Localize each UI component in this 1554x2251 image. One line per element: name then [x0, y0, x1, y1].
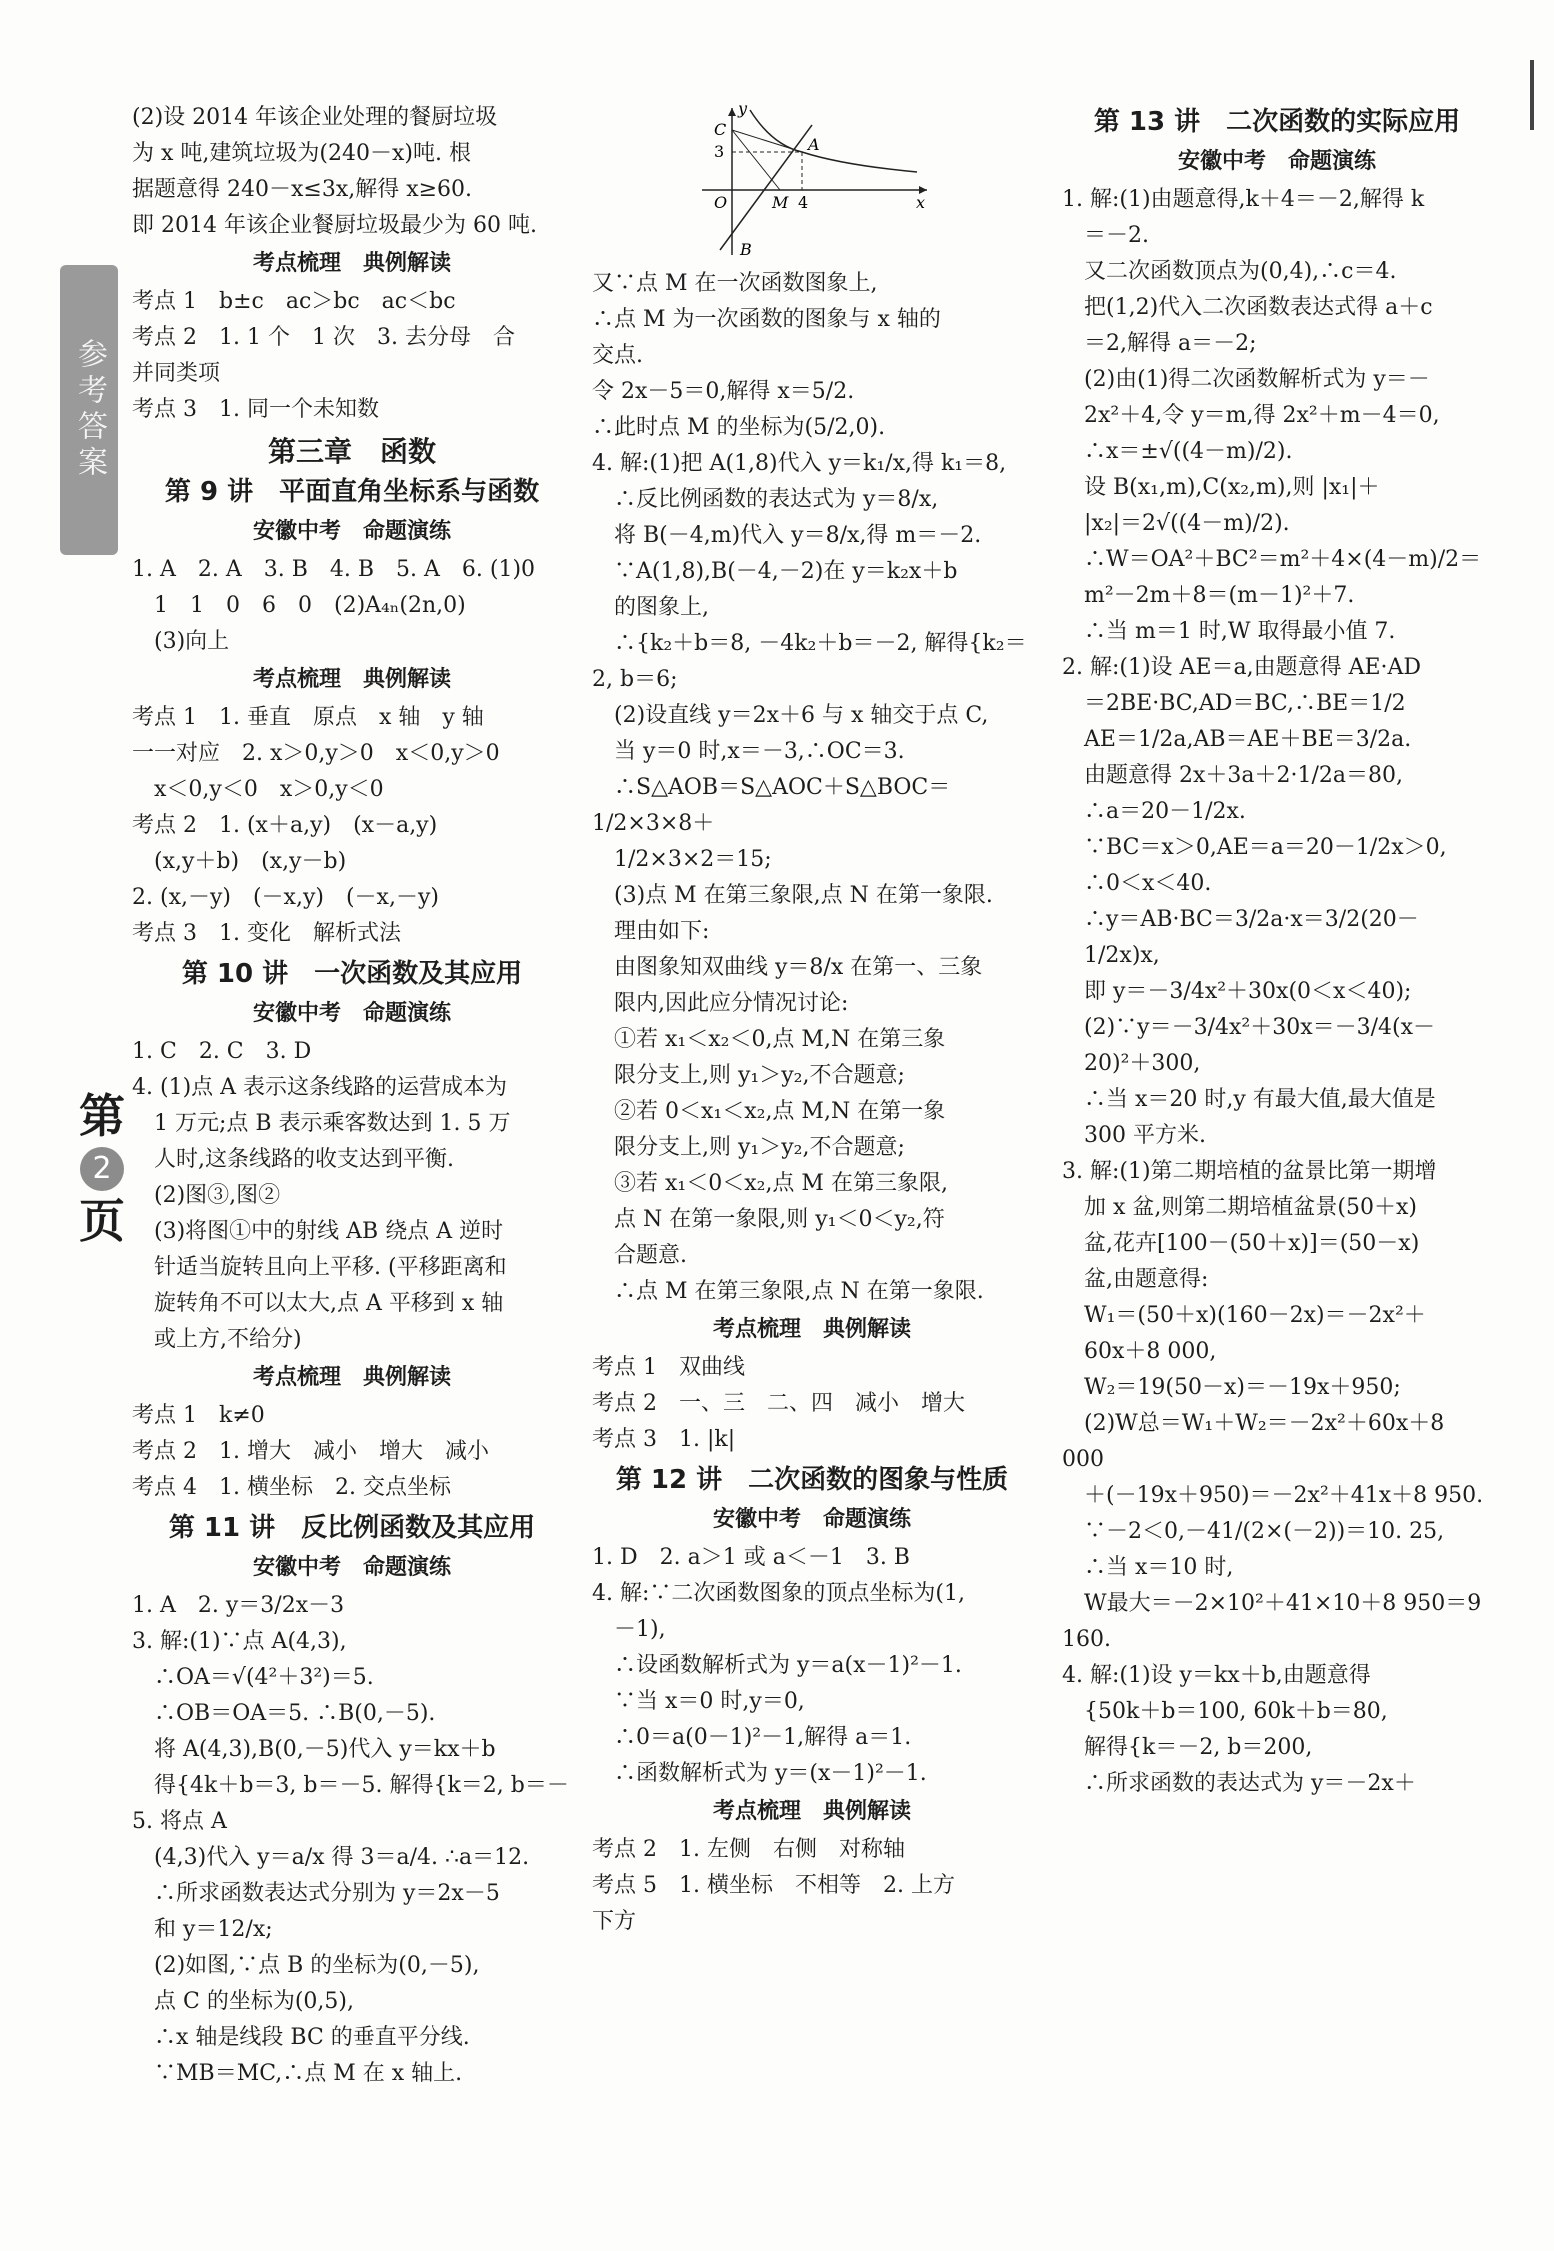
- label-a: A: [808, 135, 820, 154]
- text-line: (3)将图①中的射线 AB 绕点 A 逆时: [132, 1219, 504, 1244]
- section-subheading: 考点梳理 典例解读: [712, 1317, 911, 1342]
- text-line: ＝－2.: [1062, 223, 1149, 248]
- text-line: 1/2×3×2＝15;: [592, 847, 772, 872]
- text-line: 考点 4 1. 横坐标 2. 交点坐标: [132, 1475, 451, 1500]
- page-marker-ye: 页: [79, 1193, 125, 1248]
- text-line: ∵当 x＝0 时,y＝0,: [592, 1689, 805, 1714]
- text-line: 限分支上,则 y₁＞y₂,不合题意;: [592, 1063, 905, 1088]
- section-subheading: 考点梳理 典例解读: [712, 1799, 911, 1824]
- right-column: [1062, 100, 1492, 1802]
- text-line: 得{4k＋b＝3, b＝－5. 解得{k＝2, b＝－5. 将点 A: [132, 1773, 569, 1834]
- text-line: 为 x 吨,建筑垃圾为(240－x)吨. 根: [132, 141, 471, 166]
- text-line: (2)W总＝W₁＋W₂＝－2x²＋60x＋8 000: [1062, 1411, 1452, 1472]
- text-line: 由题意得 2x＋3a＋2·1/2a＝80,: [1062, 763, 1404, 788]
- text-line: 由图象知双曲线 y＝8/x 在第一、三象: [592, 955, 983, 980]
- text-line: W₂＝19(50－x)＝－19x＋950;: [1062, 1375, 1401, 1400]
- lecture-heading: 第 11 讲 反比例函数及其应用: [168, 1513, 536, 1543]
- middle-column: [592, 100, 1032, 1940]
- text-line: m²－2m＋8＝(m－1)²＋7.: [1062, 583, 1355, 608]
- text-line: 令 2x－5＝0,解得 x＝5/2.: [592, 379, 855, 404]
- page-marker: [72, 1090, 132, 1248]
- lecture-heading: 第 12 讲 二次函数的图象与性质: [615, 1465, 1009, 1495]
- text-line: ＋(－19x＋950)＝－2x²＋41x＋8 950.: [1062, 1483, 1484, 1508]
- text-line: ＝2,解得 a＝－2;: [1062, 331, 1257, 356]
- section-subheading: 考点梳理 典例解读: [252, 1365, 451, 1390]
- text-line: 即 y＝－3/4x²＋30x(0＜x＜40);: [1062, 979, 1412, 1004]
- text-line: ∴0＜x＜40.: [1062, 871, 1212, 896]
- text-line: ∴所求函数的表达式为 y＝－2x＋: [1062, 1771, 1416, 1796]
- text-line: ∵BC＝x＞0,AE＝a＝20－1/2x＞0,: [1062, 835, 1447, 860]
- text-line: 考点 1 b±c ac＞bc ac＜bc: [132, 289, 456, 314]
- text-line: ∴OB＝OA＝5. ∴B(0,－5).: [132, 1701, 436, 1726]
- text-line: 1 1 0 6 0 (2)A₄ₙ(2n,0): [132, 593, 466, 618]
- text-line: ②若 0＜x₁＜x₂,点 M,N 在第一象: [592, 1099, 946, 1124]
- text-line: 考点 2 1. (x＋a,y) (x－a,y): [132, 813, 438, 838]
- text-line: 考点 2 1. 增大 减小 增大 减小: [132, 1439, 489, 1464]
- text-line: |x₂|＝2√((4－m)/2).: [1062, 511, 1290, 536]
- text-line: ∴当 m＝1 时,W 取得最小值 7.: [1062, 619, 1396, 644]
- text-line: (2)设 2014 年该企业处理的餐厨垃圾: [132, 105, 498, 130]
- text-line: 盆,由题意得:: [1062, 1267, 1209, 1292]
- text-line: ∴设函数解析式为 y＝a(x－1)²－1.: [592, 1653, 962, 1678]
- text-line: ＝2BE·BC,AD＝BC,∴BE＝1/2: [1062, 691, 1406, 716]
- text-line: 1. A 2. A 3. B 4. B 5. A 6. (1)0: [132, 557, 536, 582]
- line-cm: [732, 130, 780, 190]
- section-subheading: 安徽中考 命题演练: [1177, 149, 1376, 174]
- left-column: [132, 100, 572, 2092]
- text-line: (2)图③,图②: [132, 1183, 281, 1208]
- text-line: ③若 x₁＜0＜x₂,点 M 在第三象限,: [592, 1171, 948, 1196]
- text-line: 交点.: [592, 343, 643, 368]
- text-line: 考点 3 1. 同一个未知数: [132, 397, 379, 422]
- text-line: 限分支上,则 y₁＞y₂,不合题意;: [592, 1135, 905, 1160]
- text-line: 和 y＝12/x;: [132, 1917, 273, 1942]
- text-line: 2. (x,－y) (－x,y) (－x,－y): [132, 885, 439, 910]
- text-line: ∵A(1,8),B(－4,－2)在 y＝k₂x＋b: [592, 559, 958, 584]
- text-line: ∴点 M 在第三象限,点 N 在第一象限.: [592, 1279, 984, 1304]
- text-line: (2)由(1)得二次函数解析式为 y＝－: [1062, 367, 1430, 392]
- chapter-heading: 第三章 函数: [267, 435, 436, 468]
- text-line: 考点 5 1. 横坐标 不相等 2. 上方: [592, 1873, 955, 1898]
- text-line: 又∵点 M 在一次函数图象上,: [592, 271, 878, 296]
- text-line: 点 N 在第一象限,则 y₁＜0＜y₂,符: [592, 1207, 945, 1232]
- text-line: ∴{k₂＋b＝8, －4k₂＋b＝－2, 解得{k₂＝2, b＝6;: [592, 631, 1027, 692]
- lecture-heading: 第 10 讲 一次函数及其应用: [181, 959, 523, 989]
- text-line: 盆,花卉[100－(50＋x)]＝(50－x): [1062, 1231, 1420, 1256]
- text-line: 4. 解:(1)设 y＝kx＋b,由题意得: [1062, 1663, 1371, 1688]
- text-line: 据题意得 240－x≤3x,解得 x≥60.: [132, 177, 473, 202]
- text-line: W₁＝(50＋x)(160－2x)＝－2x²＋: [1062, 1303, 1426, 1328]
- text-line: (2)设直线 y＝2x＋6 与 x 轴交于点 C,: [592, 703, 989, 728]
- text-line: (4,3)代入 y＝a/x 得 3＝a/4. ∴a＝12.: [132, 1845, 530, 1870]
- label-3: 3: [714, 142, 725, 161]
- label-y: y: [738, 100, 748, 118]
- text-line: 20)²＋300,: [1062, 1051, 1201, 1076]
- text-line: ∴W＝OA²＋BC²＝m²＋4×(4－m)/2＝: [1062, 547, 1482, 572]
- lecture-heading: 第 9 讲 平面直角坐标系与函数: [164, 477, 540, 507]
- text-line: 1. A 2. y＝3/2x－3: [132, 1593, 345, 1618]
- text-line: 理由如下:: [592, 919, 710, 944]
- text-line: 即 2014 年该企业餐厨垃圾最少为 60 吨.: [132, 213, 537, 238]
- label-o: O: [714, 193, 728, 212]
- text-line: ∴OA＝√(4²＋3²)＝5.: [132, 1665, 374, 1690]
- text-line: 旋转角不可以太大,点 A 平移到 x 轴: [132, 1291, 504, 1316]
- text-line: ∴x 轴是线段 BC 的垂直平分线.: [132, 2025, 470, 2050]
- text-line: 限内,因此应分情况讨论:: [592, 991, 849, 1016]
- reference-answers-label: 参考答案: [72, 338, 107, 482]
- text-line: －1),: [592, 1617, 666, 1642]
- label-4: 4: [798, 193, 809, 212]
- text-line: ∴当 x＝10 时,: [1062, 1555, 1234, 1580]
- text-line: ∵MB＝MC,∴点 M 在 x 轴上.: [132, 2061, 463, 2086]
- text-line: 考点 2 1. 1 个 1 次 3. 去分母 合: [132, 325, 515, 350]
- text-line: 解得{k＝－2, b＝200,: [1062, 1735, 1313, 1760]
- text-line: W最大＝－2×10²＋41×10＋8 950＝9 160.: [1062, 1591, 1489, 1652]
- text-line: 2. 解:(1)设 AE＝a,由题意得 AE·AD: [1062, 655, 1422, 680]
- hyperbola-curve: [750, 110, 917, 172]
- middle-column-text: [592, 266, 1032, 1940]
- text-line: ∴0＝a(0－1)²－1,解得 a＝1.: [592, 1725, 912, 1750]
- text-line: 考点 2 1. 左侧 右侧 对称轴: [592, 1837, 905, 1862]
- text-line: {50k＋b＝100, 60k＋b＝80,: [1062, 1699, 1388, 1724]
- text-line: 把(1,2)代入二次函数表达式得 a＋c: [1062, 295, 1433, 320]
- line-ca: [732, 130, 802, 152]
- section-subheading: 安徽中考 命题演练: [712, 1507, 911, 1532]
- text-line: 考点 1 k≠0: [132, 1403, 265, 1428]
- section-subheading: 安徽中考 命题演练: [252, 1555, 451, 1580]
- text-line: 点 C 的坐标为(0,5),: [132, 1989, 354, 2014]
- text-line: 60x＋8 000,: [1062, 1339, 1217, 1364]
- text-line: ∴点 M 为一次函数的图象与 x 轴的: [592, 307, 941, 332]
- label-b: B: [740, 240, 752, 259]
- section-subheading: 安徽中考 命题演练: [252, 519, 451, 544]
- text-line: 当 y＝0 时,x＝－3,∴OC＝3.: [592, 739, 905, 764]
- text-line: ∴a＝20－1/2x.: [1062, 799, 1246, 824]
- page-edge-mark: [1530, 60, 1534, 130]
- text-line: 考点 3 1. 变化 解析式法: [132, 921, 401, 946]
- text-line: ∴此时点 M 的坐标为(5/2,0).: [592, 415, 886, 440]
- text-line: 合题意.: [592, 1243, 687, 1268]
- text-line: 又二次函数顶点为(0,4),∴c＝4.: [1062, 259, 1397, 284]
- text-line: 或上方,不给分): [132, 1327, 302, 1352]
- text-line: (x,y＋b) (x,y－b): [132, 849, 347, 874]
- text-line: ①若 x₁＜x₂＜0,点 M,N 在第三象: [592, 1027, 946, 1052]
- page-marker-di: 第: [79, 1089, 125, 1143]
- text-line: 将 B(－4,m)代入 y＝8/x,得 m＝－2.: [592, 523, 982, 548]
- section-subheading: 安徽中考 命题演练: [252, 1001, 451, 1026]
- text-line: 4. 解:∵二次函数图象的顶点坐标为(1,: [592, 1581, 965, 1606]
- hyperbola-graph: [692, 100, 932, 260]
- text-line: 考点 1 双曲线: [592, 1355, 745, 1380]
- section-subheading: 考点梳理 典例解读: [252, 251, 451, 276]
- label-m: M: [772, 193, 789, 212]
- text-line: AE＝1/2a,AB＝AE＋BE＝3/2a.: [1062, 727, 1412, 752]
- text-line: 并同类项: [132, 361, 221, 386]
- text-line: 设 B(x₁,m),C(x₂,m),则 |x₁|＋: [1062, 475, 1380, 500]
- text-line: 一一对应 2. x＞0,y＞0 x＜0,y＞0: [132, 741, 500, 766]
- text-line: ∴x＝±√((4－m)/2).: [1062, 439, 1293, 464]
- label-c: C: [714, 120, 727, 139]
- text-line: 将 A(4,3),B(0,－5)代入 y＝kx＋b: [132, 1737, 496, 1762]
- text-line: ∴y＝AB·BC＝3/2a·x＝3/2(20－: [1062, 907, 1419, 932]
- text-line: 300 平方米.: [1062, 1123, 1206, 1148]
- text-line: 考点 1 1. 垂直 原点 x 轴 y 轴: [132, 705, 484, 730]
- text-line: 2x²＋4,令 y＝m,得 2x²＋m－4＝0,: [1062, 403, 1440, 428]
- text-line: (3)向上: [132, 629, 230, 654]
- text-line: 1/2x)x,: [1062, 943, 1160, 968]
- text-line: 的图象上,: [592, 595, 709, 620]
- text-line: 加 x 盆,则第二期培植盆景(50＋x): [1062, 1195, 1417, 1220]
- text-line: 4. (1)点 A 表示这条线路的运营成本为: [132, 1075, 508, 1100]
- text-line: ∴S△AOB＝S△AOC＋S△BOC＝1/2×3×8＋: [592, 775, 951, 836]
- text-line: 针适当旋转且向上平移. (平移距离和: [132, 1255, 507, 1280]
- text-line: ∴函数解析式为 y＝(x－1)²－1.: [592, 1761, 927, 1786]
- lecture-heading: 第 13 讲 二次函数的实际应用: [1093, 107, 1461, 137]
- text-line: 下方: [592, 1909, 637, 1934]
- text-line: 考点 3 1. |k|: [592, 1427, 736, 1452]
- line-ab: [720, 125, 812, 250]
- text-line: 1. C 2. C 3. D: [132, 1039, 312, 1064]
- text-line: 考点 2 一、三 二、四 减小 增大: [592, 1391, 965, 1416]
- text-line: 4. 解:(1)把 A(1,8)代入 y＝k₁/x,得 k₁＝8,: [592, 451, 1007, 476]
- section-subheading: 考点梳理 典例解读: [252, 667, 451, 692]
- text-line: (3)点 M 在第三象限,点 N 在第一象限.: [592, 883, 993, 908]
- text-line: ∴当 x＝20 时,y 有最大值,最大值是: [1062, 1087, 1436, 1112]
- text-line: 人时,这条线路的收支达到平衡.: [132, 1147, 454, 1172]
- label-x: x: [916, 193, 926, 212]
- text-line: 1 万元;点 B 表示乘客数达到 1. 5 万: [132, 1111, 511, 1136]
- text-line: 1. 解:(1)由题意得,k＋4＝－2,解得 k: [1062, 187, 1425, 212]
- text-line: ∴所求函数表达式分别为 y＝2x－5: [132, 1881, 500, 1906]
- text-line: (2)如图,∵点 B 的坐标为(0,－5),: [132, 1953, 480, 1978]
- text-line: ∵－2＜0,－41/(2×(－2))＝10. 25,: [1062, 1519, 1445, 1544]
- y-axis-arrow: [728, 108, 736, 116]
- text-line: (2)∵y＝－3/4x²＋30x＝－3/4(x－: [1062, 1015, 1436, 1040]
- page-number-badge: 2: [80, 1147, 124, 1191]
- text-line: x＜0,y＜0 x＞0,y＜0: [132, 777, 384, 802]
- reference-answers-tab: [60, 265, 118, 555]
- text-line: 3. 解:(1)第二期培植的盆景比第一期增: [1062, 1159, 1437, 1184]
- text-line: ∴反比例函数的表达式为 y＝8/x,: [592, 487, 939, 512]
- text-line: 1. D 2. a＞1 或 a＜－1 3. B: [592, 1545, 910, 1570]
- text-line: 3. 解:(1)∵点 A(4,3),: [132, 1629, 347, 1654]
